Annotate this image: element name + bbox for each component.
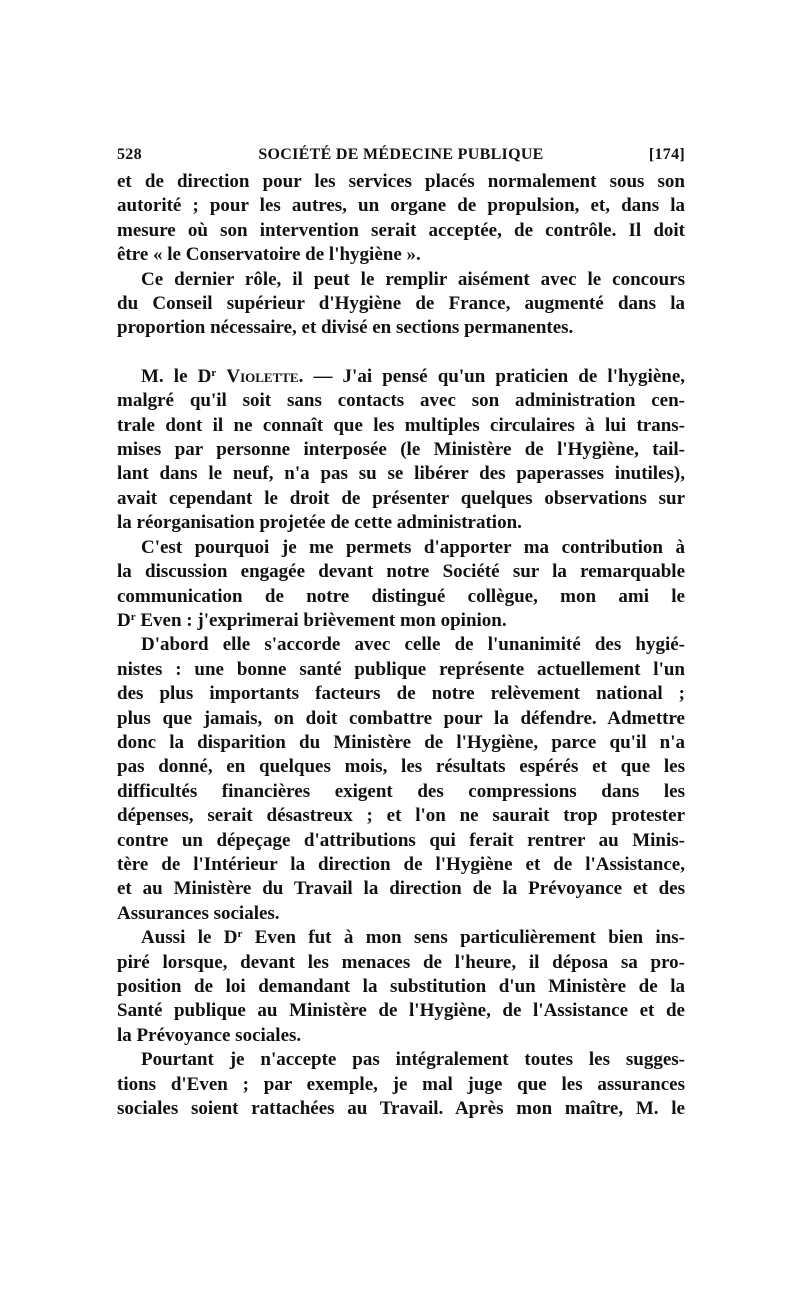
title-prefix: D: [117, 609, 131, 631]
text-line: du Conseil supérieur d'Hygiène de France, augmenté dans la: [117, 293, 685, 315]
paragraph-speaker-violette: [117, 365, 685, 536]
text-line: Ce dernier rôle, il peut le remplir aisément avec le concours: [141, 268, 685, 290]
paragraph-continuation: [117, 170, 685, 268]
text-line: [117, 365, 685, 389]
paragraph-conseil-superieur: [117, 268, 685, 341]
text-line: sociales soient rattachées au Travail. Après mon maître, M. le: [117, 1098, 685, 1120]
text-line: mesure où son intervention serait acceptée, de contrôle. Il doit: [117, 219, 685, 241]
speaker-title-sup: r: [211, 366, 217, 379]
speaker-prefix: M. le D: [141, 365, 212, 387]
text-line: donc la disparition du Ministère de l'Hygiène, parce qu'il n'a: [117, 731, 685, 753]
paragraph-even-proposition: [117, 926, 685, 1048]
text-line: contre un dépeçage d'attributions qui ferait rentrer au Minis-: [117, 829, 685, 851]
title-sup: r: [130, 610, 136, 623]
text-line: tions d'Even ; par exemple, je mal juge que les assurances: [117, 1073, 685, 1095]
text-line: et de direction pour les services placés normalement sous son: [117, 171, 685, 192]
text-line: des plus importants facteurs de notre relèvement national ;: [117, 683, 685, 705]
paragraph-contribution: [117, 536, 685, 634]
text-line: difficultés financières exigent des compressions dans les: [117, 780, 685, 802]
speaker-name: Violette: [226, 365, 299, 387]
paragraph-unanimite: [117, 633, 685, 926]
title-sup: r: [237, 928, 243, 941]
text-line: lant dans le neuf, n'a pas su se libérer des paperasses inutiles),: [117, 463, 685, 485]
text-line: tère de l'Intérieur la direction de l'Hygiène et de l'Assistance,: [117, 853, 685, 875]
text-line: autorité ; pour les autres, un organe de propulsion, et, dans la: [117, 195, 685, 217]
speaker-line-rest: . — J'ai pensé qu'un praticien de l'hygiène,: [298, 365, 686, 387]
text-line: mises par personne interposée (le Ministère de l'Hygiène, tail-: [117, 439, 685, 461]
text-line: communication de notre distingué collègue, mon ami le: [117, 585, 685, 607]
text-line: D'abord elle s'accorde avec celle de l'unanimité des hygié-: [141, 634, 685, 656]
text-line: la discussion engagée devant notre Société sur la remarquable: [117, 561, 685, 583]
line-prefix: Aussi le D: [141, 927, 238, 949]
text-line: la Prévoyance sociales.: [117, 1024, 302, 1046]
line-rest: Even fut à mon sens particulièrement bien ins-: [242, 927, 685, 949]
line-rest: Even : j'exprimerai brièvement mon opinion.: [135, 609, 507, 631]
page-reference: [174]: [648, 146, 685, 163]
running-title: SOCIÉTÉ DE MÉDECINE PUBLIQUE: [258, 146, 544, 163]
text-line: C'est pourquoi je me permets d'apporter ma contribution à: [141, 536, 685, 558]
text-line: trale dont il ne connaît que les multiples circulaires à lui trans-: [117, 414, 685, 436]
page-number: 528: [117, 146, 142, 163]
text-line: avait cependant le droit de présenter quelques observations sur: [117, 487, 685, 509]
text-line: pas donné, en quelques mois, les résultats espérés et que les: [117, 756, 685, 778]
running-head: [117, 140, 685, 170]
text-line: piré lorsque, devant les menaces de l'heure, il déposa sa pro-: [117, 951, 685, 973]
text-line: Santé publique au Ministère de l'Hygiène, de l'Assistance et de: [117, 1000, 685, 1022]
text-line: et au Ministère du Travail la direction de la Prévoyance et des: [117, 878, 685, 900]
section-gap: [117, 341, 685, 365]
text-line: malgré qu'il soit sans contacts avec son administration cen-: [117, 390, 685, 412]
text-line: Assurances sociales.: [117, 902, 280, 924]
text-line: dépenses, serait désastreux ; et l'on ne saurait trop protester: [117, 805, 685, 827]
paragraph-pourtant: [117, 1048, 685, 1121]
text-line: plus que jamais, on doit combattre pour la défendre. Admettre: [117, 707, 685, 729]
text-line: la réorganisation projetée de cette administration.: [117, 512, 522, 534]
book-page: [117, 140, 685, 1121]
text-line: proportion nécessaire, et divisé en sections permanentes.: [117, 317, 574, 339]
text-line: [117, 609, 685, 633]
text-line: Pourtant je n'accepte pas intégralement toutes les sugges-: [141, 1049, 685, 1071]
text-line: nistes : une bonne santé publique représente actuellement l'un: [117, 658, 685, 680]
text-line: [117, 926, 685, 950]
text-line: être « le Conservatoire de l'hygiène ».: [117, 244, 421, 266]
text-line: position de loi demandant la substitution d'un Ministère de la: [117, 976, 685, 997]
